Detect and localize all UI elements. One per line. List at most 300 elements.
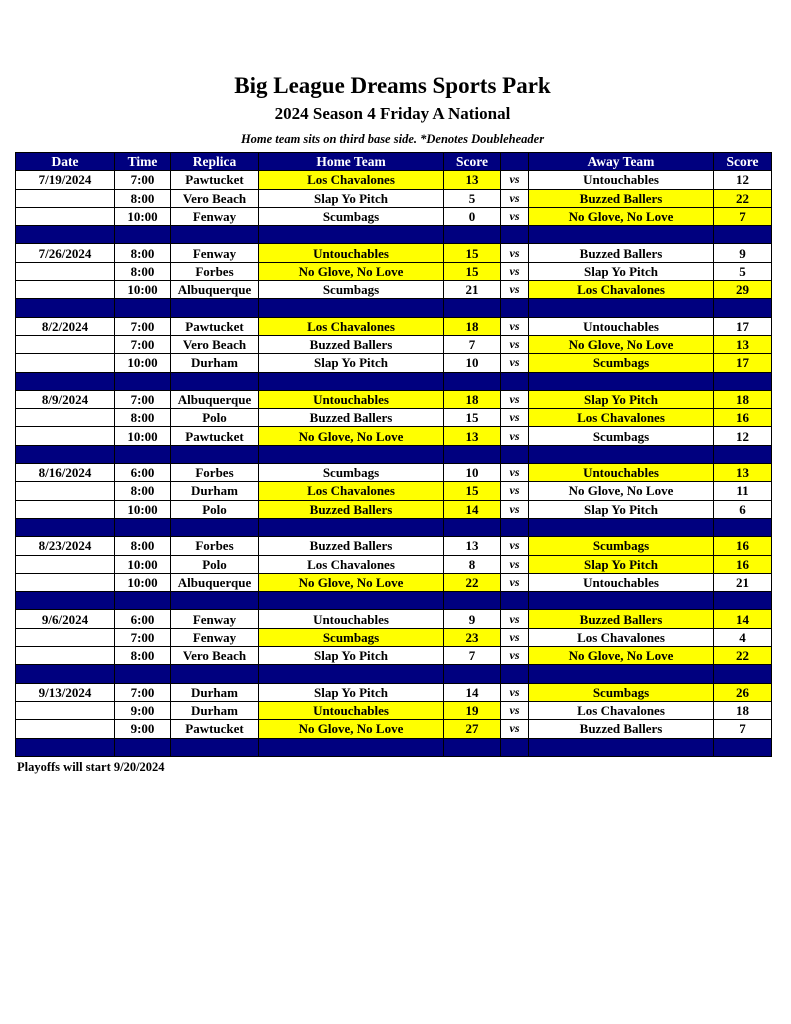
vs-label: vs [501,500,529,518]
game-date [16,354,115,372]
game-date: 8/2/2024 [16,317,115,335]
game-date [16,335,115,353]
away-score: 13 [714,464,772,482]
home-team: Scumbags [259,628,444,646]
separator-cell [115,226,171,244]
game-field: Pawtucket [171,317,259,335]
game-row [16,244,772,262]
separator-cell [444,518,501,536]
home-score: 10 [444,464,501,482]
separator-cell [501,445,529,463]
away-team: Buzzed Ballers [529,189,714,207]
separator-cell [171,738,259,756]
game-field: Durham [171,354,259,372]
away-team: Scumbags [529,683,714,701]
home-team: Slap Yo Pitch [259,683,444,701]
home-score: 13 [444,171,501,189]
vs-label: vs [501,335,529,353]
game-field: Forbes [171,262,259,280]
game-row [16,701,772,719]
home-team: Slap Yo Pitch [259,189,444,207]
away-score: 16 [714,409,772,427]
separator-cell [259,665,444,683]
separator-cell [714,665,772,683]
game-row [16,610,772,628]
separator-cell [16,518,115,536]
week-separator-row [16,299,772,317]
away-score: 22 [714,647,772,665]
separator-cell [714,226,772,244]
away-score: 22 [714,189,772,207]
home-team: Scumbags [259,281,444,299]
away-score: 6 [714,500,772,518]
away-score: 12 [714,171,772,189]
away-team: No Glove, No Love [529,207,714,225]
game-field: Forbes [171,537,259,555]
game-row [16,647,772,665]
home-team: No Glove, No Love [259,262,444,280]
game-date: 9/13/2024 [16,683,115,701]
away-team: Scumbags [529,354,714,372]
page-subtitle: 2024 Season 4 Friday A National [274,104,511,123]
away-score: 17 [714,354,772,372]
game-time: 8:00 [115,244,171,262]
away-team: Untouchables [529,464,714,482]
game-row [16,207,772,225]
vs-label: vs [501,171,529,189]
away-team: Scumbags [529,427,714,445]
away-score: 17 [714,317,772,335]
game-time: 8:00 [115,537,171,555]
vs-label: vs [501,409,529,427]
game-time: 10:00 [115,555,171,573]
separator-cell [115,372,171,390]
away-score: 9 [714,244,772,262]
separator-cell [259,226,444,244]
separator-cell [501,738,529,756]
away-score: 11 [714,482,772,500]
separator-cell [444,372,501,390]
home-team: Untouchables [259,244,444,262]
game-row [16,573,772,591]
game-time: 8:00 [115,189,171,207]
game-row [16,335,772,353]
header-away-team: Away Team [529,153,714,171]
home-score: 18 [444,390,501,408]
separator-cell [529,299,714,317]
separator-cell [259,299,444,317]
schedule-body [16,171,772,757]
game-row [16,281,772,299]
separator-cell [529,592,714,610]
header-time: Time [115,153,171,171]
home-score: 9 [444,610,501,628]
header-home-team: Home Team [259,153,444,171]
separator-cell [529,738,714,756]
separator-cell [16,738,115,756]
separator-cell [16,665,115,683]
game-field: Forbes [171,464,259,482]
game-date [16,647,115,665]
game-date: 7/19/2024 [16,171,115,189]
vs-label: vs [501,317,529,335]
header-replica: Replica [171,153,259,171]
separator-cell [714,299,772,317]
game-time: 8:00 [115,647,171,665]
game-time: 6:00 [115,610,171,628]
separator-cell [115,665,171,683]
game-row [16,628,772,646]
separator-cell [714,592,772,610]
away-score: 16 [714,537,772,555]
game-row [16,683,772,701]
home-team: Los Chavalones [259,482,444,500]
game-row [16,464,772,482]
home-team: Untouchables [259,610,444,628]
separator-cell [171,226,259,244]
home-team: Buzzed Ballers [259,537,444,555]
game-date [16,555,115,573]
game-time: 7:00 [115,335,171,353]
vs-label: vs [501,647,529,665]
separator-cell [529,372,714,390]
game-row [16,500,772,518]
separator-cell [444,299,501,317]
game-time: 10:00 [115,573,171,591]
home-score: 10 [444,354,501,372]
week-separator-row [16,592,772,610]
game-field: Fenway [171,610,259,628]
home-score: 7 [444,335,501,353]
header-away-score: Score [714,153,772,171]
separator-cell [259,518,444,536]
game-date: 7/26/2024 [16,244,115,262]
game-time: 8:00 [115,262,171,280]
schedule-table [15,152,772,757]
vs-label: vs [501,573,529,591]
separator-cell [501,518,529,536]
game-field: Albuquerque [171,573,259,591]
game-field: Pawtucket [171,720,259,738]
separator-cell [115,299,171,317]
vs-label: vs [501,720,529,738]
separator-cell [171,518,259,536]
away-score: 14 [714,610,772,628]
home-team: Los Chavalones [259,555,444,573]
separator-cell [501,226,529,244]
vs-label: vs [501,701,529,719]
away-team: Slap Yo Pitch [529,500,714,518]
separator-cell [529,445,714,463]
game-date [16,409,115,427]
game-row [16,189,772,207]
game-date [16,281,115,299]
footer-note: Playoffs will start 9/20/2024 [17,760,165,774]
home-team: No Glove, No Love [259,720,444,738]
game-time: 7:00 [115,317,171,335]
game-time: 7:00 [115,683,171,701]
separator-cell [444,738,501,756]
separator-cell [16,445,115,463]
game-time: 10:00 [115,207,171,225]
away-team: Untouchables [529,171,714,189]
header-home-score: Score [444,153,501,171]
home-team: Scumbags [259,207,444,225]
home-score: 14 [444,683,501,701]
game-date [16,720,115,738]
game-row [16,171,772,189]
away-team: Slap Yo Pitch [529,390,714,408]
away-team: Buzzed Ballers [529,244,714,262]
game-field: Durham [171,482,259,500]
game-field: Polo [171,500,259,518]
home-team: Los Chavalones [259,171,444,189]
game-field: Durham [171,701,259,719]
away-score: 7 [714,720,772,738]
home-team: Untouchables [259,390,444,408]
home-score: 8 [444,555,501,573]
separator-cell [714,372,772,390]
separator-cell [115,518,171,536]
vs-label: vs [501,390,529,408]
home-team: Slap Yo Pitch [259,647,444,665]
vs-label: vs [501,464,529,482]
game-time: 10:00 [115,354,171,372]
home-score: 15 [444,482,501,500]
game-date: 9/6/2024 [16,610,115,628]
game-date [16,189,115,207]
game-time: 10:00 [115,427,171,445]
away-team: No Glove, No Love [529,335,714,353]
home-score: 0 [444,207,501,225]
vs-label: vs [501,281,529,299]
home-score: 13 [444,537,501,555]
home-team: No Glove, No Love [259,427,444,445]
separator-cell [444,226,501,244]
game-time: 9:00 [115,701,171,719]
game-date [16,500,115,518]
game-row [16,482,772,500]
week-separator-row [16,445,772,463]
game-field: Albuquerque [171,281,259,299]
vs-label: vs [501,555,529,573]
separator-cell [16,226,115,244]
vs-label: vs [501,537,529,555]
game-time: 8:00 [115,482,171,500]
header-date: Date [16,153,115,171]
week-separator-row [16,372,772,390]
game-date [16,262,115,280]
week-separator-row [16,665,772,683]
away-team: Los Chavalones [529,701,714,719]
away-score: 12 [714,427,772,445]
home-score: 13 [444,427,501,445]
home-score: 18 [444,317,501,335]
separator-cell [115,738,171,756]
game-date: 8/16/2024 [16,464,115,482]
vs-label: vs [501,628,529,646]
game-time: 7:00 [115,171,171,189]
game-field: Fenway [171,244,259,262]
separator-cell [171,372,259,390]
home-score: 15 [444,262,501,280]
game-field: Vero Beach [171,189,259,207]
game-field: Fenway [171,207,259,225]
game-date [16,207,115,225]
away-score: 16 [714,555,772,573]
week-separator-row [16,226,772,244]
game-row [16,720,772,738]
away-team: Scumbags [529,537,714,555]
game-date [16,573,115,591]
home-team: Los Chavalones [259,317,444,335]
page-title: Big League Dreams Sports Park [234,73,551,98]
game-date [16,628,115,646]
header-row [16,153,772,171]
home-team: Untouchables [259,701,444,719]
game-row [16,555,772,573]
away-team: Slap Yo Pitch [529,555,714,573]
home-team: Scumbags [259,464,444,482]
separator-cell [714,445,772,463]
separator-cell [16,299,115,317]
away-team: Buzzed Ballers [529,720,714,738]
away-team: Buzzed Ballers [529,610,714,628]
game-row [16,354,772,372]
game-time: 7:00 [115,628,171,646]
home-team: Buzzed Ballers [259,500,444,518]
separator-cell [259,372,444,390]
vs-label: vs [501,262,529,280]
separator-cell [171,665,259,683]
game-date [16,701,115,719]
separator-cell [501,299,529,317]
game-field: Pawtucket [171,427,259,445]
game-row [16,427,772,445]
separator-cell [529,665,714,683]
home-score: 22 [444,573,501,591]
separator-cell [714,738,772,756]
home-score: 5 [444,189,501,207]
vs-label: vs [501,189,529,207]
separator-cell [259,738,444,756]
game-date [16,482,115,500]
away-team: Untouchables [529,573,714,591]
separator-cell [259,592,444,610]
week-separator-row [16,738,772,756]
separator-cell [115,445,171,463]
week-separator-row [16,518,772,536]
home-score: 15 [444,244,501,262]
separator-cell [16,372,115,390]
away-score: 7 [714,207,772,225]
home-team: Buzzed Ballers [259,409,444,427]
separator-cell [714,518,772,536]
away-team: Slap Yo Pitch [529,262,714,280]
vs-label: vs [501,610,529,628]
separator-cell [444,445,501,463]
away-score: 13 [714,335,772,353]
game-row [16,537,772,555]
game-time: 10:00 [115,281,171,299]
game-time: 7:00 [115,390,171,408]
separator-cell [501,665,529,683]
away-score: 18 [714,701,772,719]
home-score: 7 [444,647,501,665]
home-score: 23 [444,628,501,646]
home-team: Buzzed Ballers [259,335,444,353]
away-team: No Glove, No Love [529,482,714,500]
game-field: Vero Beach [171,335,259,353]
game-field: Pawtucket [171,171,259,189]
header-vs [501,153,529,171]
separator-cell [501,592,529,610]
separator-cell [16,592,115,610]
separator-cell [444,592,501,610]
vs-label: vs [501,427,529,445]
game-row [16,390,772,408]
separator-cell [529,226,714,244]
separator-cell [171,445,259,463]
separator-cell [501,372,529,390]
game-field: Vero Beach [171,647,259,665]
separator-cell [115,592,171,610]
vs-label: vs [501,354,529,372]
away-score: 29 [714,281,772,299]
game-row [16,317,772,335]
game-field: Polo [171,409,259,427]
away-team: Untouchables [529,317,714,335]
game-field: Polo [171,555,259,573]
vs-label: vs [501,683,529,701]
home-score: 21 [444,281,501,299]
home-team: Slap Yo Pitch [259,354,444,372]
vs-label: vs [501,207,529,225]
game-row [16,262,772,280]
game-time: 8:00 [115,409,171,427]
separator-cell [259,445,444,463]
game-field: Fenway [171,628,259,646]
separator-cell [444,665,501,683]
separator-cell [171,592,259,610]
schedule-note: Home team sits on third base side. *Denotes Doubleheader [240,132,545,146]
away-score: 4 [714,628,772,646]
vs-label: vs [501,244,529,262]
game-time: 9:00 [115,720,171,738]
game-time: 10:00 [115,500,171,518]
game-field: Durham [171,683,259,701]
away-score: 26 [714,683,772,701]
home-score: 19 [444,701,501,719]
game-row [16,409,772,427]
away-team: Los Chavalones [529,281,714,299]
vs-label: vs [501,482,529,500]
away-score: 18 [714,390,772,408]
away-team: Los Chavalones [529,628,714,646]
away-score: 5 [714,262,772,280]
home-score: 27 [444,720,501,738]
game-time: 6:00 [115,464,171,482]
home-score: 15 [444,409,501,427]
game-date [16,427,115,445]
away-team: Los Chavalones [529,409,714,427]
game-date: 8/9/2024 [16,390,115,408]
home-team: No Glove, No Love [259,573,444,591]
game-field: Albuquerque [171,390,259,408]
home-score: 14 [444,500,501,518]
separator-cell [171,299,259,317]
away-score: 21 [714,573,772,591]
